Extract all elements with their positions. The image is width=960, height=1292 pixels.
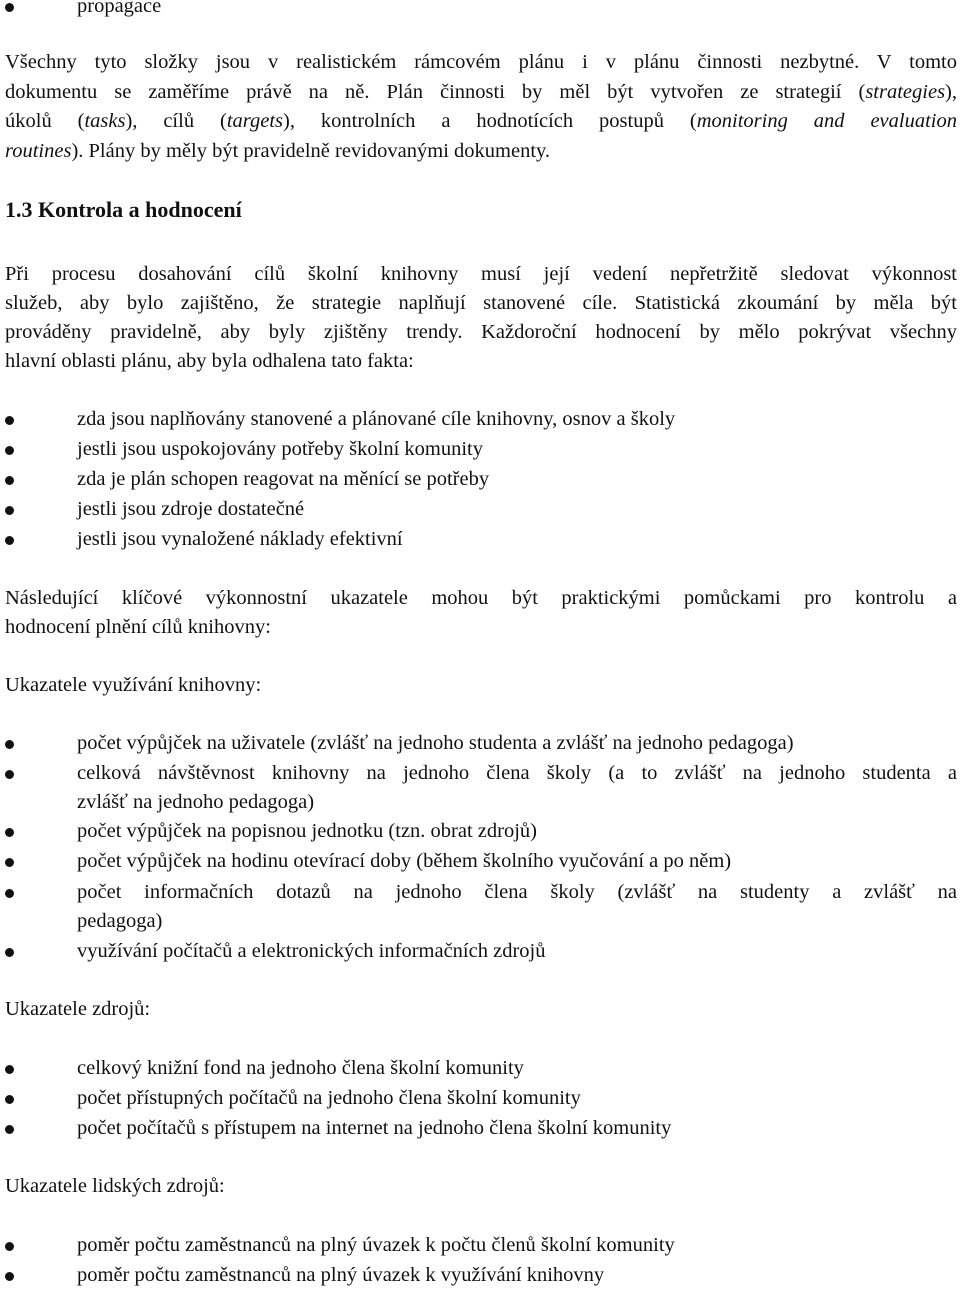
list-item-text: jestli jsou vynaložené náklady efektivní — [77, 528, 403, 550]
bullet-icon — [5, 770, 14, 779]
list-item-text: počet počítačů s přístupem na internet na jednoho člena školní komunity — [77, 1117, 672, 1139]
paragraph-line: routines). Plány by měly být pravidelně revidovanými dokumenty. — [5, 140, 551, 162]
bullet-icon — [5, 506, 14, 515]
bullet-icon — [5, 740, 14, 749]
list-item-text: celková návštěvnost knihovny na jednoho člena školy (a to zvlášť na jednoho studenta a — [77, 762, 957, 784]
bullet-icon — [5, 889, 14, 898]
list-item-text: zda je plán schopen reagovat na měnící se potřeby — [77, 468, 490, 490]
subsection-title: Ukazatele lidských zdrojů: — [5, 1175, 225, 1197]
paragraph-line: dokumentu se zaměříme právě na ně. Plán činnosti by měl být vytvořen ze strategií (strategies), — [5, 81, 957, 103]
list-item-text: počet informačních dotazů na jednoho člena školy (zvlášť na studenty a zvlášť na — [77, 881, 957, 903]
bullet-icon — [5, 416, 14, 425]
bullet-icon — [5, 1065, 14, 1074]
subsection-title: Ukazatele zdrojů: — [5, 998, 151, 1020]
bullet-icon — [5, 858, 14, 867]
bullet-icon — [5, 1095, 14, 1104]
paragraph-line: hlavní oblasti plánu, aby byla odhalena tato fakta: — [5, 350, 414, 372]
list-item-text: jestli jsou zdroje dostatečné — [77, 498, 305, 520]
paragraph-line: prováděny pravidelně, aby byly zjištěny trendy. Každoroční hodnocení by mělo pokrývat všechny — [5, 321, 957, 343]
subsection-title: Ukazatele využívání knihovny: — [5, 674, 262, 696]
section-heading: 1.3 Kontrola a hodnocení — [5, 197, 242, 222]
list-item-text: poměr počtu zaměstnanců na plný úvazek k počtu členů školní komunity — [77, 1234, 675, 1256]
list-item-text: poměr počtu zaměstnanců na plný úvazek k využívání knihovny — [77, 1264, 605, 1286]
paragraph-line: hodnocení plnění cílů knihovny: — [5, 616, 271, 638]
bullet-icon — [5, 1242, 14, 1251]
list-item-text: počet výpůjček na uživatele (zvlášť na jednoho studenta a zvlášť na jednoho pedagoga) — [77, 732, 794, 754]
bullet-icon — [5, 948, 14, 957]
list-item-text: jestli jsou uspokojovány potřeby školní komunity — [77, 438, 484, 460]
paragraph-line: Při procesu dosahování cílů školní knihovny musí její vedení nepřetržitě sledovat výkonnost — [5, 263, 957, 285]
bullet-icon — [5, 446, 14, 455]
list-item-text: počet výpůjček na hodinu otevírací doby (během školního vyučování a po něm) — [77, 850, 732, 872]
bullet-icon — [5, 3, 14, 12]
paragraph-line: Následující klíčové výkonnostní ukazatele mohou být praktickými pomůckami pro kontrolu a — [5, 587, 957, 609]
list-item-text: propagace — [77, 0, 162, 17]
paragraph-line: úkolů (tasks), cílů (targets), kontrolních a hodnotících postupů (monitoring and evaluation — [5, 110, 957, 132]
bullet-icon — [5, 1272, 14, 1281]
paragraph-line: služeb, aby bylo zajištěno, že strategie naplňují stanovené cíle. Statistická zkoumání by měla být — [5, 292, 957, 314]
list-item-text: počet výpůjček na popisnou jednotku (tzn. obrat zdrojů) — [77, 820, 537, 842]
bullet-icon — [5, 828, 14, 837]
list-item-text: počet přístupných počítačů na jednoho člena školní komunity — [77, 1087, 581, 1109]
list-item-text: celkový knižní fond na jednoho člena školní komunity — [77, 1057, 524, 1079]
list-item-text: využívání počítačů a elektronických informačních zdrojů — [77, 940, 546, 962]
bullet-icon — [5, 476, 14, 485]
paragraph-line: Všechny tyto složky jsou v realistickém rámcovém plánu i v plánu činnosti nezbytné. V tomto — [5, 51, 957, 73]
list-item-text: zda jsou naplňovány stanovené a plánované cíle knihovny, osnov a školy — [77, 408, 676, 430]
list-item-text: pedagoga) — [77, 910, 163, 932]
list-item-text: zvlášť na jednoho pedagoga) — [77, 791, 315, 813]
bullet-icon — [5, 1125, 14, 1134]
bullet-icon — [5, 536, 14, 545]
